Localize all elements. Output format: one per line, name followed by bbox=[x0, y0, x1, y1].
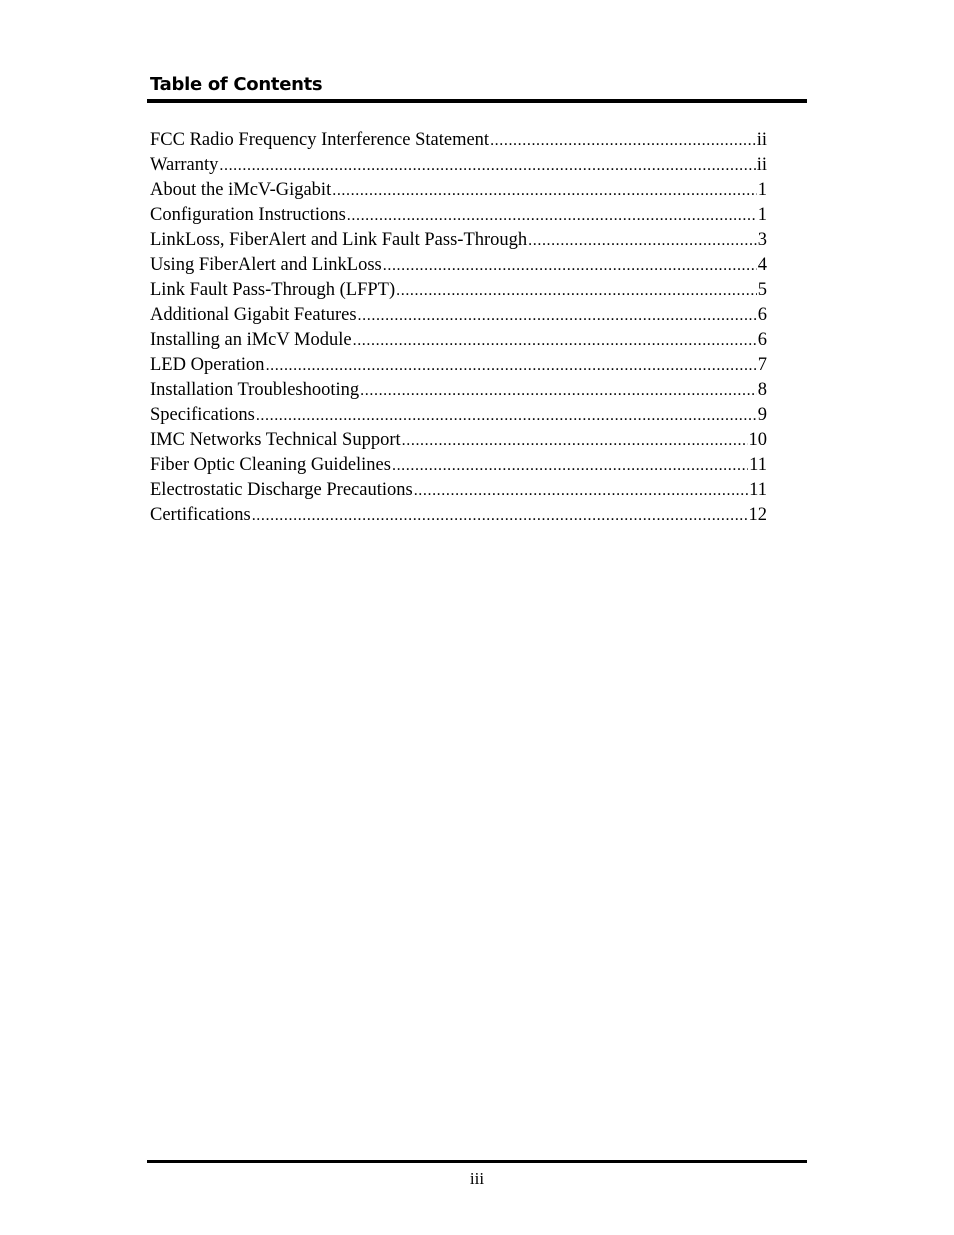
toc-entry-page: 4 bbox=[757, 255, 767, 275]
toc-entry-page: ii bbox=[756, 155, 767, 175]
toc-entry[interactable] bbox=[150, 153, 767, 178]
toc-dot-leader bbox=[383, 253, 757, 278]
toc-entry[interactable] bbox=[150, 378, 767, 403]
toc-entry-page: ii bbox=[756, 130, 767, 150]
table-of-contents bbox=[150, 128, 767, 528]
toc-dot-leader bbox=[219, 153, 755, 178]
toc-dot-leader bbox=[528, 228, 757, 253]
toc-entry-title: IMC Networks Technical Support bbox=[150, 430, 401, 450]
toc-entry-title: Additional Gigabit Features bbox=[150, 305, 357, 325]
toc-entry[interactable] bbox=[150, 178, 767, 203]
toc-entry-title: Specifications bbox=[150, 405, 255, 425]
toc-entry-page: 11 bbox=[749, 480, 767, 500]
toc-entry[interactable] bbox=[150, 278, 767, 303]
toc-entry-title: FCC Radio Frequency Interference Statement bbox=[150, 130, 490, 150]
toc-entry-page: 12 bbox=[748, 505, 767, 525]
footer-rule bbox=[147, 1160, 807, 1163]
toc-entry-page: 7 bbox=[757, 355, 767, 375]
toc-dot-leader bbox=[414, 478, 748, 503]
toc-entry-title: LinkLoss, FiberAlert and Link Fault Pass-Through bbox=[150, 230, 528, 250]
toc-entry-title: Configuration Instructions bbox=[150, 205, 346, 225]
toc-entry-title: Electrostatic Discharge Precautions bbox=[150, 480, 413, 500]
toc-entry-page: 6 bbox=[757, 305, 767, 325]
toc-entry-page: 8 bbox=[757, 380, 767, 400]
toc-entry-title: Installation Troubleshooting bbox=[150, 380, 360, 400]
header-rule bbox=[147, 99, 807, 103]
toc-entry[interactable] bbox=[150, 303, 767, 328]
toc-dot-leader bbox=[392, 453, 748, 478]
toc-dot-leader bbox=[358, 303, 757, 328]
toc-entry-page: 1 bbox=[757, 180, 767, 200]
toc-entry-page: 5 bbox=[757, 280, 767, 300]
toc-entry-title: Fiber Optic Cleaning Guidelines bbox=[150, 455, 391, 475]
toc-entry[interactable] bbox=[150, 228, 767, 253]
toc-entry[interactable] bbox=[150, 128, 767, 153]
toc-entry[interactable] bbox=[150, 203, 767, 228]
toc-dot-leader bbox=[332, 178, 757, 203]
toc-entry[interactable] bbox=[150, 503, 767, 528]
toc-dot-leader bbox=[256, 403, 757, 428]
toc-entry[interactable] bbox=[150, 353, 767, 378]
toc-dot-leader bbox=[490, 128, 756, 153]
toc-entry-title: Installing an iMcV Module bbox=[150, 330, 352, 350]
toc-entry-page: 9 bbox=[757, 405, 767, 425]
toc-entry-title: Link Fault Pass-Through (LFPT) bbox=[150, 280, 396, 300]
toc-dot-leader bbox=[396, 278, 757, 303]
toc-entry-title: LED Operation bbox=[150, 355, 265, 375]
toc-entry[interactable] bbox=[150, 403, 767, 428]
toc-entry[interactable] bbox=[150, 328, 767, 353]
toc-dot-leader bbox=[360, 378, 757, 403]
toc-entry-title: About the iMcV-Gigabit bbox=[150, 180, 332, 200]
toc-entry[interactable] bbox=[150, 453, 767, 478]
toc-entry-title: Warranty bbox=[150, 155, 219, 175]
toc-dot-leader bbox=[266, 353, 757, 378]
toc-entry-page: 3 bbox=[757, 230, 767, 250]
toc-dot-leader bbox=[347, 203, 757, 228]
toc-dot-leader bbox=[402, 428, 748, 453]
toc-entry[interactable] bbox=[150, 478, 767, 503]
toc-entry-title: Certifications bbox=[150, 505, 251, 525]
page-number: iii bbox=[469, 1169, 485, 1188]
toc-entry-page: 6 bbox=[757, 330, 767, 350]
toc-entry-page: 1 bbox=[757, 205, 767, 225]
toc-entry[interactable] bbox=[150, 428, 767, 453]
page-title: Table of Contents bbox=[150, 74, 323, 95]
toc-dot-leader bbox=[252, 503, 748, 528]
toc-entry-title: Using FiberAlert and LinkLoss bbox=[150, 255, 382, 275]
toc-entry-page: 10 bbox=[748, 430, 767, 450]
toc-entry-page: 11 bbox=[749, 455, 767, 475]
toc-dot-leader bbox=[353, 328, 757, 353]
toc-entry[interactable] bbox=[150, 253, 767, 278]
